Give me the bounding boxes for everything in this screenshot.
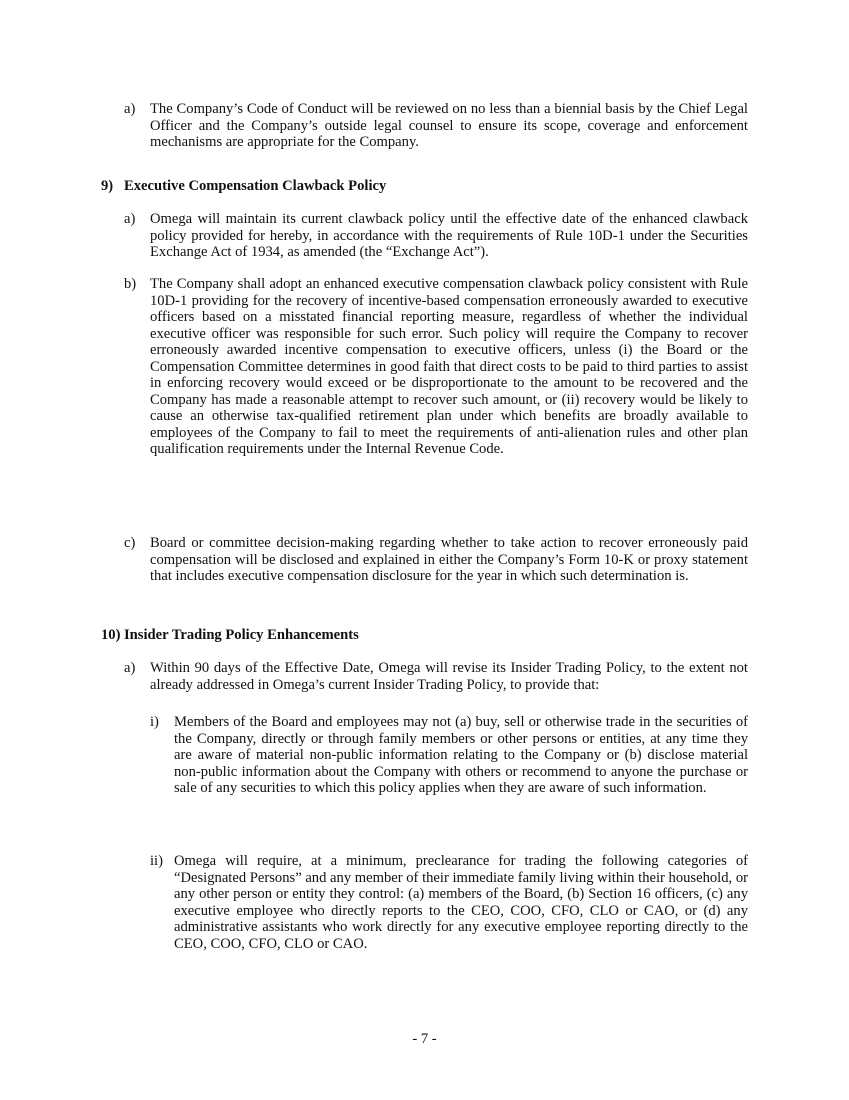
section-number: 10) bbox=[101, 627, 121, 643]
section-heading-clawback: Executive Compensation Clawback Policy bbox=[124, 178, 387, 194]
list-marker: a) bbox=[124, 660, 136, 676]
code-of-conduct-paragraph-a: The Company’s Code of Conduct will be reviewed on no less than a biennial basis by the Chief Legal Officer and the Company’s outside legal counsel to ensure its scope, coverage and enforcement mechanisms are appropriate for the Company. bbox=[150, 101, 748, 150]
list-marker: b) bbox=[124, 276, 137, 292]
insider-trading-paragraph-a: Within 90 days of the Effective Date, Omega will revise its Insider Trading Policy, to the extent not already addressed in Omega’s current Insider Trading Policy, to provide that: bbox=[150, 660, 748, 693]
section-number: 9) bbox=[101, 178, 114, 194]
insider-trading-subparagraph-ii: Omega will require, at a minimum, preclearance for trading the following categories of “Designated Persons” and any member of their immediate family living within their household, or any other person or entity they control: (a) members of the Board, (b) Section 16 officers, (c) any executive employee who directly reports to the CEO, COO, CFO, CLO or CAO, or (d) any administrative assistants who work directly for any executive employee reporting directly to the CEO, COO, CFO, CLO or CAO. bbox=[174, 853, 748, 952]
page-number: - 7 - bbox=[412, 1031, 437, 1047]
list-marker: ii) bbox=[150, 853, 163, 869]
clawback-paragraph-b: The Company shall adopt an enhanced executive compensation clawback policy consistent with Rule 10D-1 providing for the recovery of incentive-based compensation erroneously awarded to executive officers based on a misstated financial reporting measure, regardless of whether the individual executive officer was responsible for such error. Such policy will require the Company to recover erroneously awarded incentive compensation to executive officers, unless (i) the Board or the Compensation Committee determines in good faith that direct costs to be paid to third parties to assist in enforcing recovery would exceed or be disproportionate to the amount to be recovered and the Company has made a reasonable attempt to recover such amount, or (ii) recovery would be likely to cause an otherwise tax-qualified retirement plan under which benefits are broadly available to employees of the Company to fail to meet the requirements of anti-alienation rules and other plan qualification requirements under the Internal Revenue Code. bbox=[150, 276, 748, 457]
list-marker: a) bbox=[124, 101, 136, 117]
list-marker: a) bbox=[124, 211, 136, 227]
section-heading-insider-trading: Insider Trading Policy Enhancements bbox=[124, 627, 359, 643]
list-marker: c) bbox=[124, 535, 136, 551]
clawback-paragraph-a: Omega will maintain its current clawback policy until the effective date of the enhanced clawback policy provided for hereby, in accordance with the requirements of Rule 10D-1 under the Securities Exchange Act of 1934, as amended (the “Exchange Act”). bbox=[150, 211, 748, 260]
clawback-paragraph-c: Board or committee decision-making regarding whether to take action to recover erroneously paid compensation will be disclosed and explained in either the Company’s Form 10-K or proxy statement that includes executive compensation disclosure for the year in which such determination is. bbox=[150, 535, 748, 584]
list-marker: i) bbox=[150, 714, 159, 730]
insider-trading-subparagraph-i: Members of the Board and employees may not (a) buy, sell or otherwise trade in the securities of the Company, directly or through family members or other persons or entities, at any time they are aware of material non-public information relating to the Company or (b) disclose material non-public information about the Company with others or recommend to anyone the purchase or sale of any securities to which this policy applies when they are aware of such information. bbox=[174, 714, 748, 796]
